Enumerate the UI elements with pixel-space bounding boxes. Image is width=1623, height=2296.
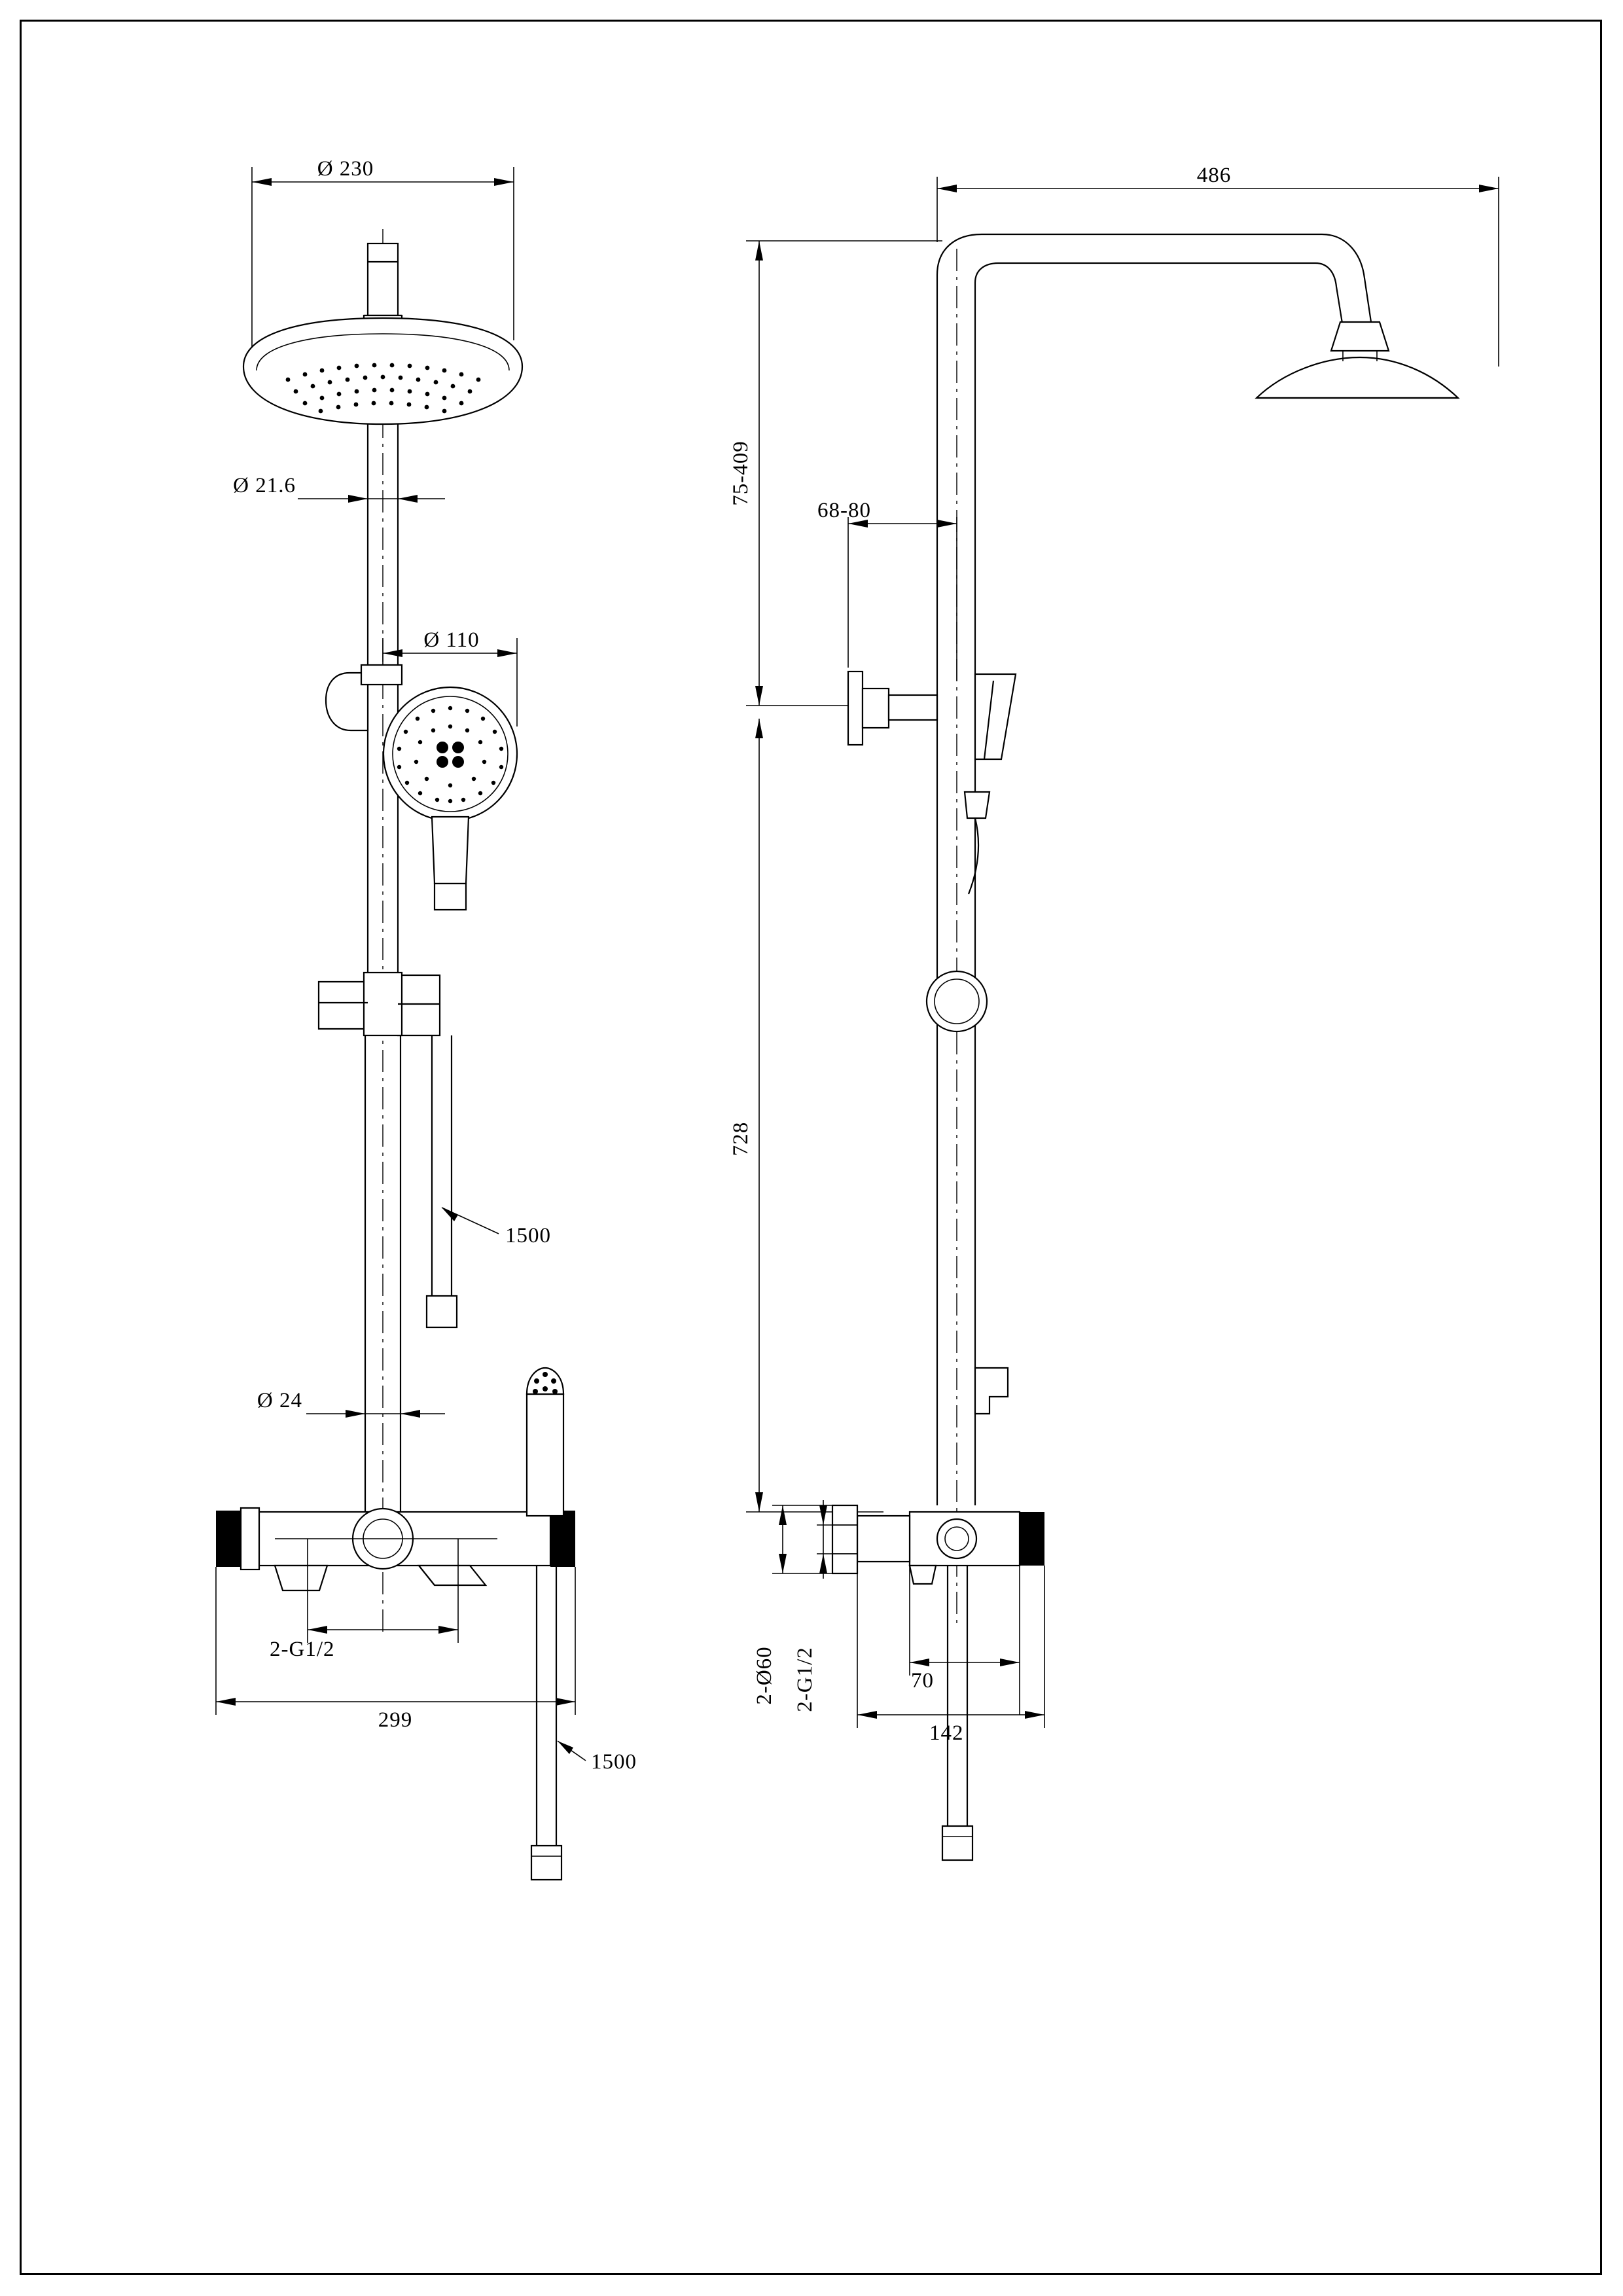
label-lower-riser-diameter: Ø 24 — [257, 1389, 302, 1412]
dim-lower-riser-diameter — [306, 1410, 445, 1418]
dim-arm-reach — [937, 177, 1499, 367]
label-arm-reach: 486 — [1196, 164, 1232, 187]
label-hose-length-upper: 1500 — [505, 1224, 551, 1247]
dim-slider-travel — [746, 241, 942, 706]
label-inlet-thread-side: 2-G1/2 — [793, 1647, 817, 1712]
side-lower-hose — [942, 1566, 972, 1860]
dim-riser-height — [746, 719, 883, 1512]
label-overhead-diameter: Ø 230 — [317, 157, 374, 181]
label-body-depth-inner: 70 — [911, 1669, 934, 1693]
label-riser-height: 728 — [729, 1121, 753, 1157]
shower-arm — [937, 234, 1458, 692]
label-hand-shower-diameter: Ø 110 — [423, 628, 480, 652]
upper-shower-hose — [427, 1035, 457, 1327]
label-overall-width-front: 299 — [378, 1708, 413, 1732]
side-view — [729, 164, 1499, 1860]
wall-bracket — [848, 672, 937, 745]
mixer-outlet — [527, 1368, 563, 1516]
dim-body-depth-outer — [857, 1566, 1044, 1728]
label-wall-offset: 68-80 — [817, 499, 871, 522]
dim-upper-riser-diameter — [298, 495, 445, 503]
side-hand-shower — [965, 674, 1016, 894]
label-slider-travel: 75-409 — [729, 440, 753, 506]
label-upper-riser-diameter: Ø 21.6 — [233, 474, 296, 497]
hand-shower — [326, 665, 517, 910]
mixer-body — [216, 1508, 575, 1590]
dim-wall-offset — [848, 517, 957, 681]
overhead-shower-head — [243, 243, 522, 424]
slider-bracket — [319, 973, 440, 1035]
label-body-depth-outer: 142 — [929, 1721, 964, 1745]
side-slider-ring — [927, 971, 987, 1031]
label-inlet-thread-front: 2-G1/2 — [270, 1638, 335, 1661]
leader-hose-length-upper — [442, 1208, 499, 1234]
lower-shower-hose — [531, 1566, 562, 1880]
front-view — [216, 157, 637, 1880]
side-mixer-body — [832, 1505, 1044, 1584]
side-outlet-stub — [975, 1368, 1008, 1414]
label-hose-length-lower: 1500 — [591, 1750, 637, 1774]
leader-hose-length-lower — [558, 1741, 586, 1761]
label-flange-diameter: 2-Ø60 — [753, 1646, 776, 1705]
